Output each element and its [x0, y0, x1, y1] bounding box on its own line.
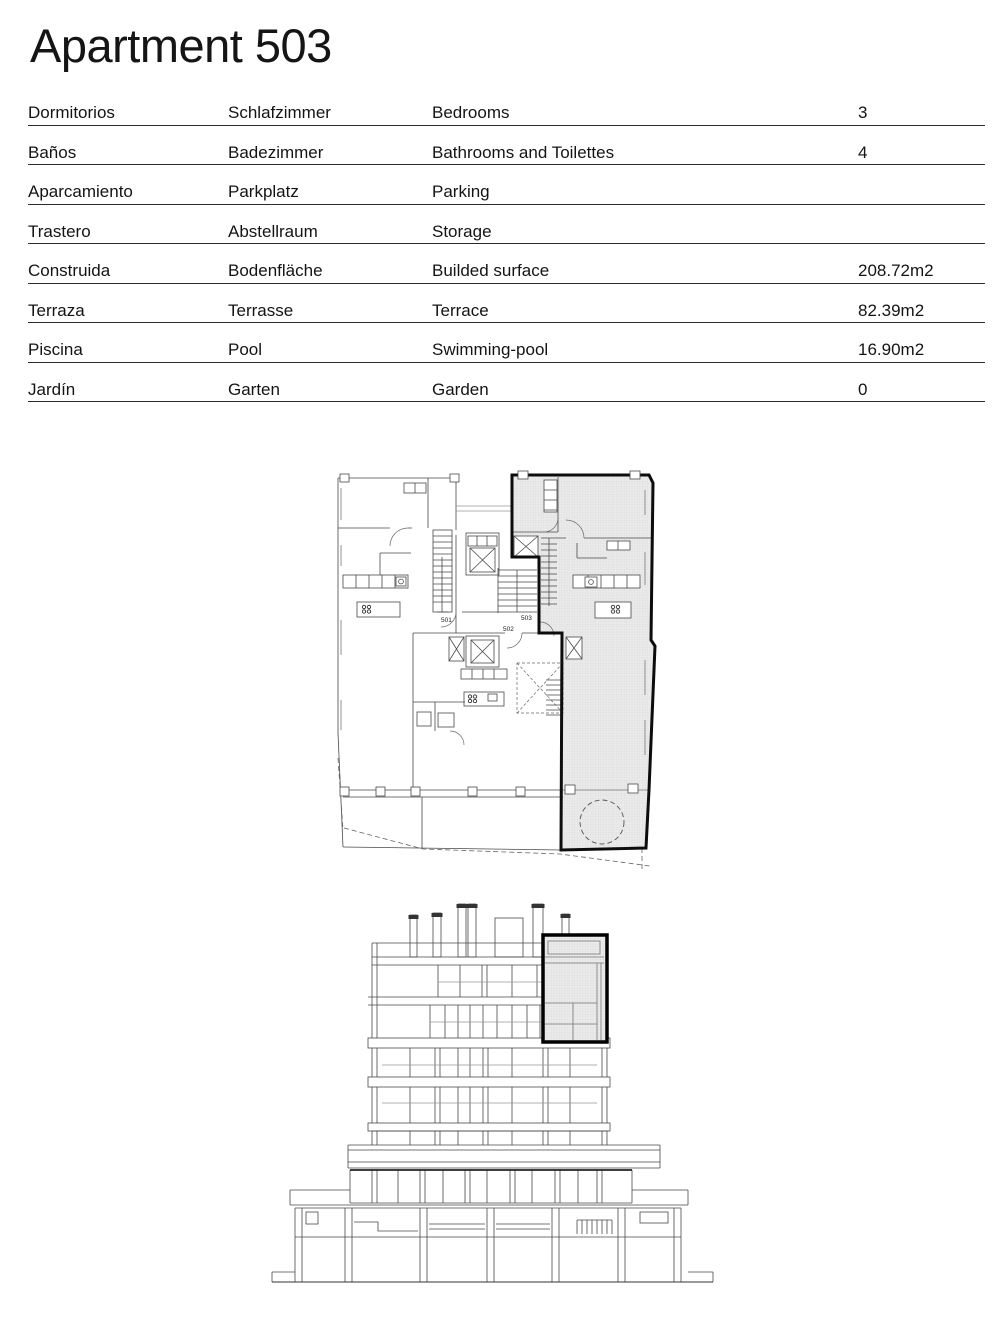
label-en: Garden — [432, 379, 489, 399]
unit-503-area — [512, 475, 655, 850]
row-value: 16.90m2 — [858, 340, 925, 359]
label-es: Dormitorios — [28, 103, 115, 122]
label-en: Bedrooms — [432, 103, 510, 122]
label-de: Abstellraum — [228, 221, 318, 241]
table-row — [28, 126, 985, 166]
label-de: Terrasse — [228, 300, 294, 320]
label-es: Piscina — [28, 340, 83, 359]
label-en: Builded surface — [432, 261, 550, 280]
unit-label-502: 502 — [503, 626, 514, 633]
label-de: Bodenfläche — [228, 261, 323, 280]
label-de: Schlafzimmer — [228, 103, 331, 122]
label-es: Aparcamiento — [28, 182, 133, 201]
label-en: Storage — [432, 221, 492, 241]
label-es: Baños — [28, 142, 77, 162]
label-es: Construida — [28, 261, 111, 280]
floor-plan-drawing — [322, 455, 668, 875]
table-row — [28, 205, 985, 245]
unit-label-503: 503 — [521, 615, 532, 622]
label-de: Pool — [228, 340, 263, 359]
label-de: Garten — [228, 379, 280, 399]
label-en: Parking — [432, 182, 490, 201]
label-en: Terrace — [432, 300, 489, 320]
row-value: 208.72m2 — [858, 261, 934, 280]
table-row — [28, 284, 985, 324]
table-row — [28, 323, 985, 363]
table-row — [28, 86, 985, 126]
unit-label-501: 501 — [441, 617, 452, 624]
table-row — [28, 244, 985, 284]
table-row — [28, 165, 985, 205]
spec-table — [28, 86, 985, 402]
label-es: Terraza — [28, 300, 85, 320]
label-en: Bathrooms and Toilettes — [432, 142, 615, 162]
row-value: 3 — [858, 103, 868, 122]
table-row — [28, 363, 985, 403]
elevation-drawing — [262, 896, 722, 1288]
row-value: 82.39m2 — [858, 300, 925, 320]
label-de: Badezimmer — [228, 142, 324, 162]
label-es: Trastero — [28, 221, 91, 241]
page-title: Apartment 503 — [30, 19, 332, 72]
label-en: Swimming-pool — [432, 340, 549, 359]
row-value: 4 — [858, 142, 868, 162]
row-value: 0 — [858, 379, 868, 399]
label-es: Jardín — [28, 379, 76, 399]
label-de: Parkplatz — [228, 182, 299, 201]
